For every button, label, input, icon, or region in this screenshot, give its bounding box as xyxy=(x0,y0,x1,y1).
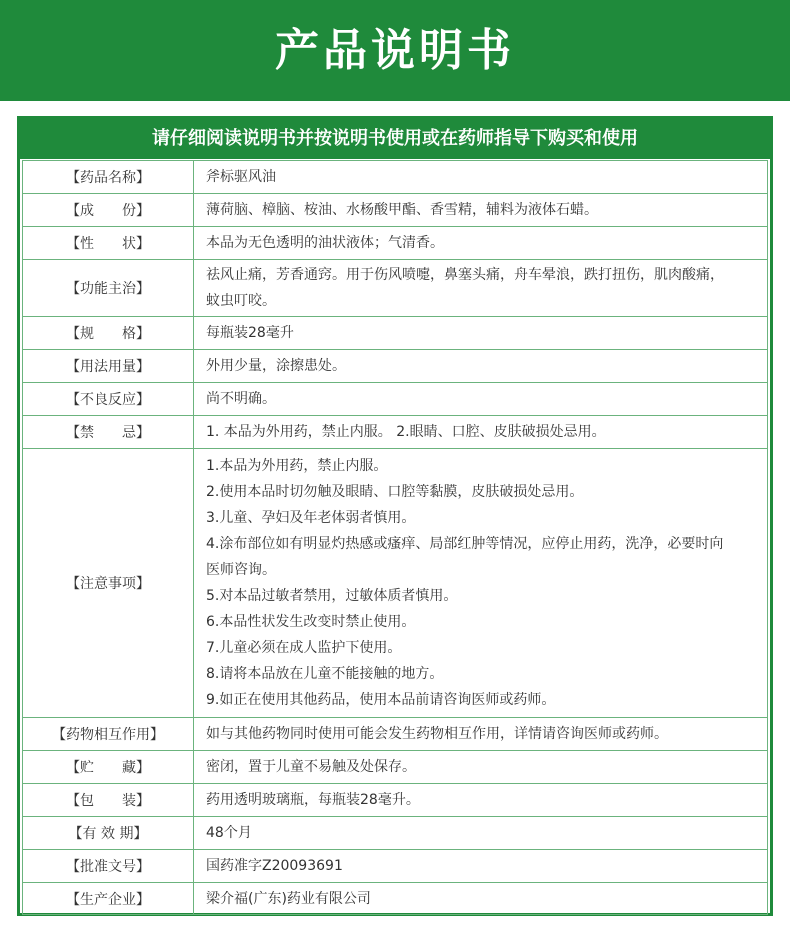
field-value-line: 药用透明玻璃瓶，每瓶装28毫升。 xyxy=(206,792,420,808)
field-label: 【有 效 期】 xyxy=(23,817,194,850)
field-label: 【生产企业】 xyxy=(23,883,194,915)
table-row xyxy=(23,850,768,883)
field-value-line: 本品为无色透明的油状液体；气清香。 xyxy=(206,235,444,251)
instructions-frame xyxy=(17,116,773,916)
field-value-line: 梁介福(广东)药业有限公司 xyxy=(206,890,371,907)
field-label: 【功能主治】 xyxy=(23,260,194,317)
field-value-line: 外用少量，涂擦患处。 xyxy=(206,358,346,374)
field-value xyxy=(194,449,768,718)
field-label: 【规 格】 xyxy=(23,317,194,350)
table-row xyxy=(23,416,768,449)
field-label: 【禁 忌】 xyxy=(23,416,194,449)
field-value xyxy=(194,416,768,449)
table-row xyxy=(23,784,768,817)
field-label: 【用法用量】 xyxy=(23,350,194,383)
field-value-line: 每瓶装28毫升 xyxy=(206,325,294,341)
table-row xyxy=(23,227,768,260)
field-value-line: 蚊虫叮咬。 xyxy=(206,293,276,309)
field-label: 【药品名称】 xyxy=(23,161,194,194)
table-row xyxy=(23,194,768,227)
field-value-line: 8.请将本品放在儿童不能接触的地方。 xyxy=(206,666,444,682)
table-row xyxy=(23,260,768,317)
field-value xyxy=(194,751,768,784)
field-value-line: 尚不明确。 xyxy=(206,391,276,407)
field-value-line: 国药准字Z20093691 xyxy=(206,858,343,874)
field-value-line: 斧标驱风油 xyxy=(206,169,276,185)
field-label: 【注意事项】 xyxy=(23,449,194,718)
field-value xyxy=(194,817,768,850)
table-row xyxy=(23,718,768,751)
field-value-line: 密闭，置于儿童不易触及处保存。 xyxy=(206,759,416,775)
field-value-line: 3.儿童、孕妇及年老体弱者慎用。 xyxy=(206,510,416,526)
field-value xyxy=(194,227,768,260)
field-value-line: 4.涂布部位如有明显灼热感或瘙痒、局部红肿等情况，应停止用药，洗净，必要时向 xyxy=(206,536,724,552)
instructions-table xyxy=(22,160,768,915)
field-value xyxy=(194,317,768,350)
field-label: 【包 装】 xyxy=(23,784,194,817)
field-label: 【药物相互作用】 xyxy=(23,718,194,751)
field-value xyxy=(194,883,768,915)
field-value-line: 9.如正在使用其他药品，使用本品前请咨询医师或药师。 xyxy=(206,692,556,708)
table-row xyxy=(23,350,768,383)
field-value-line: 6.本品性状发生改变时禁止使用。 xyxy=(206,614,416,630)
page-title: 产品说明书 xyxy=(275,25,515,76)
field-value-line: 5.对本品过敏者禁用，过敏体质者慎用。 xyxy=(206,588,458,604)
table-row xyxy=(23,383,768,416)
field-value-line: 如与其他药物同时使用可能会发生药物相互作用，详情请咨询医师或药师。 xyxy=(206,726,668,742)
field-value-line: 薄荷脑、樟脑、桉油、水杨酸甲酯、香雪精，辅料为液体石蜡。 xyxy=(206,202,598,218)
field-value-line: 1. 本品为外用药，禁止内服。 2.眼睛、口腔、皮肤破损处忌用。 xyxy=(206,424,606,440)
field-value xyxy=(194,784,768,817)
table-row xyxy=(23,817,768,850)
field-value-line: 48个月 xyxy=(206,825,252,841)
field-value-line: 1.本品为外用药，禁止内服。 xyxy=(206,458,388,474)
field-value-line: 医师咨询。 xyxy=(206,562,276,578)
field-label: 【成 份】 xyxy=(23,194,194,227)
field-value xyxy=(194,194,768,227)
usage-notice: 请仔细阅读说明书并按说明书使用或在药师指导下购买和使用 xyxy=(20,119,770,159)
table-row xyxy=(23,317,768,350)
table-row xyxy=(23,883,768,915)
field-label: 【贮 藏】 xyxy=(23,751,194,784)
field-value xyxy=(194,260,768,317)
field-value-line: 7.儿童必须在成人监护下使用。 xyxy=(206,640,402,656)
field-value-line: 祛风止痛，芳香通窍。用于伤风喷嚏，鼻塞头痛，舟车晕浪，跌打扭伤，肌肉酸痛， xyxy=(206,267,724,283)
field-value xyxy=(194,383,768,416)
field-label: 【批准文号】 xyxy=(23,850,194,883)
field-label: 【不良反应】 xyxy=(23,383,194,416)
table-row xyxy=(23,751,768,784)
table-row xyxy=(23,449,768,718)
field-value xyxy=(194,850,768,883)
field-label: 【性 状】 xyxy=(23,227,194,260)
field-value xyxy=(194,350,768,383)
field-value xyxy=(194,718,768,751)
table-row xyxy=(23,161,768,194)
field-value-line: 2.使用本品时切勿触及眼睛、口腔等黏膜，皮肤破损处忌用。 xyxy=(206,484,584,500)
field-value xyxy=(194,161,768,194)
